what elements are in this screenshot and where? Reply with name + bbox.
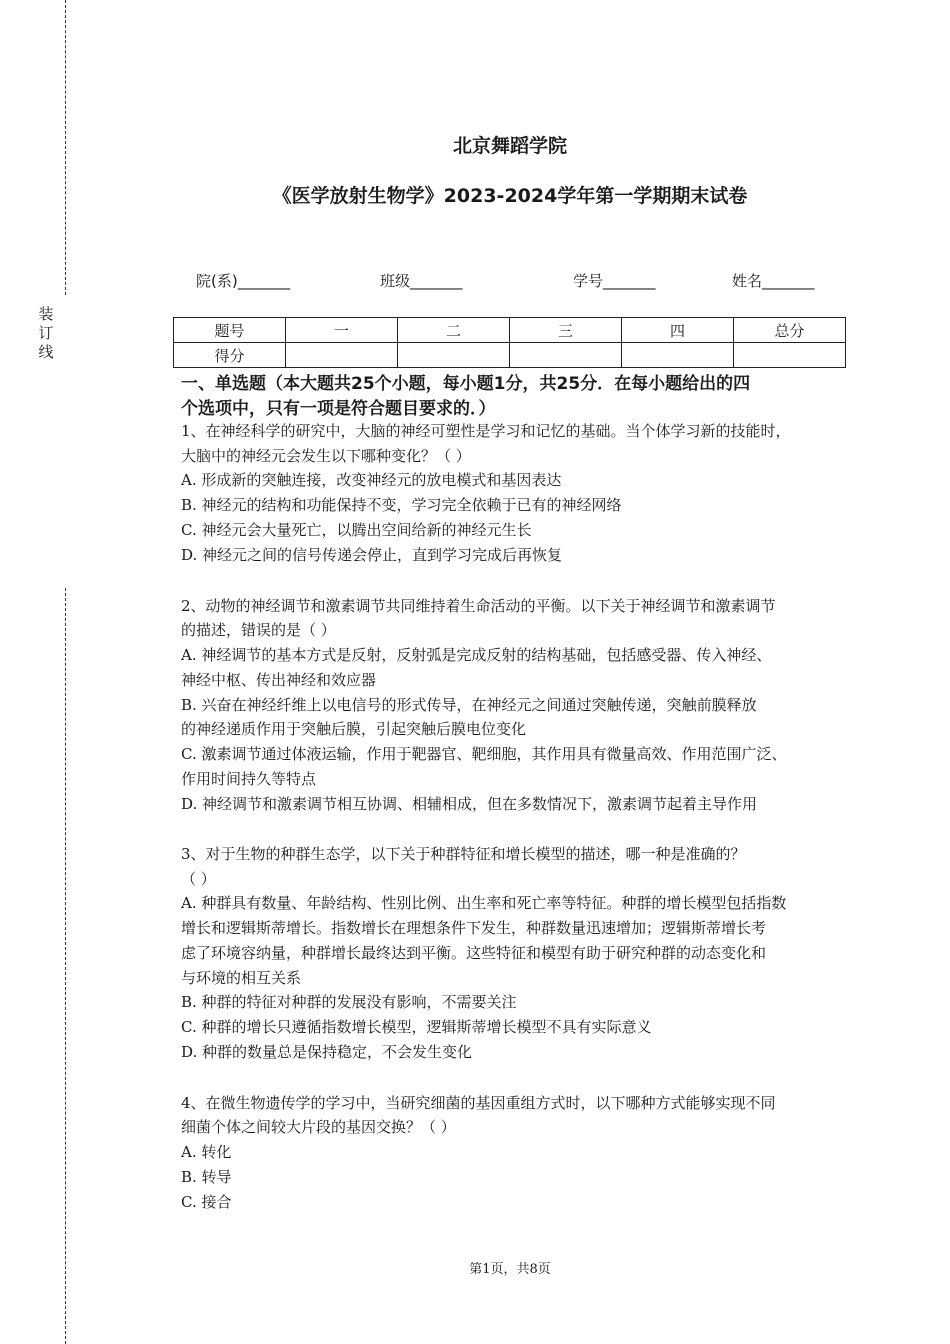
- score-header-cell: 三: [510, 318, 622, 343]
- question-2-option-b: B. 兴奋在神经纤维上以电信号的形式传导，在神经元之间通过突触传递，突触前膜释放: [181, 696, 757, 714]
- section-heading: [181, 372, 841, 422]
- question-3-option-d: D. 种群的数量总是保持稳定，不会发生变化: [181, 1043, 473, 1061]
- question-2-option-c: C. 激素调节通过体液运输，作用于靶器官、靶细胞，其作用具有微量高效、作用范围广泛、: [181, 745, 787, 763]
- question-3-option-a: A. 种群具有数量、年龄结构、性别比例、出生率和死亡率等特征。种群的增长模型包括指数: [181, 894, 787, 912]
- school-name: 北京舞蹈学院: [452, 135, 567, 157]
- question-2-stem: 2、动物的神经调节和激素调节共同维持着生命活动的平衡。以下关于神经调节和激素调节: [181, 597, 776, 615]
- question-1-stem: 大脑中的神经元会发生以下哪种变化？（ ）: [181, 447, 471, 465]
- question-1-option-b: B. 神经元的结构和功能保持不变，学习完全依赖于已有的神经网络: [181, 496, 622, 514]
- score-header-cell: 二: [398, 318, 510, 343]
- name-field[interactable]: 姓名_______: [732, 272, 815, 290]
- question-3-stem: （ ）: [181, 870, 216, 888]
- question-3-option-a: 增长和逻辑斯蒂增长。指数增长在理想条件下发生，种群数量迅速增加；逻辑斯蒂增长考: [181, 919, 767, 937]
- section-heading-line: 个选项中，只有一项是符合题目要求的．）: [181, 399, 496, 419]
- question-3-option-c: C. 种群的增长只遵循指数增长模型，逻辑斯蒂增长模型不具有实际意义: [181, 1018, 652, 1036]
- student-id-field[interactable]: 学号_______: [573, 272, 656, 290]
- section-heading-line: 一、单选题（本大题共25个小题，每小题1分，共25分．在每小题给出的四: [181, 374, 751, 394]
- score-table: [173, 317, 846, 368]
- score-cell[interactable]: [510, 343, 622, 368]
- question-1-option-c: C. 神经元会大量死亡，以腾出空间给新的神经元生长: [181, 521, 532, 539]
- score-table-score-row: [174, 343, 846, 368]
- question-2-option-b: 的神经递质作用于突触后膜，引起突触后膜电位变化: [181, 720, 527, 738]
- question-2-option-a: 神经中枢、传出神经和效应器: [181, 671, 377, 689]
- question-1-option-a: A. 形成新的突触连接，改变神经元的放电模式和基因表达: [181, 471, 562, 489]
- score-cell[interactable]: [622, 343, 734, 368]
- question-4-option-b: B. 转导: [181, 1168, 232, 1186]
- score-header-cell: 总分: [734, 318, 846, 343]
- question-4-stem: 4、在微生物遗传学的学习中，当研究细菌的基因重组方式时，以下哪种方式能够实现不同: [181, 1094, 776, 1112]
- question-3-option-a: 虑了环境容纳量，种群增长最终达到平衡。这些特征和模型有助于研究种群的动态变化和: [181, 944, 767, 962]
- question-1-option-d: D. 神经元之间的信号传递会停止，直到学习完成后再恢复: [181, 546, 563, 564]
- question-2-option-c: 作用时间持久等特点: [181, 770, 317, 788]
- question-2-option-a: A. 神经调节的基本方式是反射，反射弧是完成反射的结构基础，包括感受器、传入神经、: [181, 646, 772, 664]
- question-1-stem: 1、在神经科学的研究中，大脑的神经可塑性是学习和记忆的基础。当个体学习新的技能时，: [181, 422, 791, 440]
- score-table-header-row: [174, 318, 846, 343]
- exam-title: 《医学放射生物学》2023-2024学年第一学期期末试卷: [272, 185, 748, 207]
- question-4-option-a: A. 转化: [181, 1143, 232, 1161]
- question-2-stem: 的描述，错误的是（ ）: [181, 621, 336, 639]
- question-3-option-b: B. 种群的特征对种群的发展没有影响，不需要关注: [181, 993, 517, 1011]
- score-header-cell: 一: [286, 318, 398, 343]
- score-row-label: 得分: [174, 343, 286, 368]
- question-4-stem: 细菌个体之间较大片段的基因交换？（ ）: [181, 1118, 456, 1136]
- binding-dashed-line-bottom: [65, 588, 66, 1344]
- score-cell[interactable]: [286, 343, 398, 368]
- score-header-cell: 题号: [174, 318, 286, 343]
- score-cell[interactable]: [734, 343, 846, 368]
- score-cell[interactable]: [398, 343, 510, 368]
- question-3-stem: 3、对于生物的种群生态学，以下关于种群特征和增长模型的描述，哪一种是准确的？: [181, 845, 746, 863]
- question-2-option-d: D. 神经调节和激素调节相互协调、相辅相成，但在多数情况下，激素调节起着主导作用: [181, 795, 758, 813]
- class-field[interactable]: 班级_______: [380, 272, 463, 290]
- page-number: 第1页，共8页: [469, 1262, 551, 1277]
- binding-label: 装订线: [38, 305, 54, 361]
- question-4-option-c: C. 接合: [181, 1193, 232, 1211]
- score-header-cell: 四: [622, 318, 734, 343]
- question-3-option-a: 与环境的相互关系: [181, 969, 302, 987]
- department-field[interactable]: 院(系)_______: [196, 272, 291, 290]
